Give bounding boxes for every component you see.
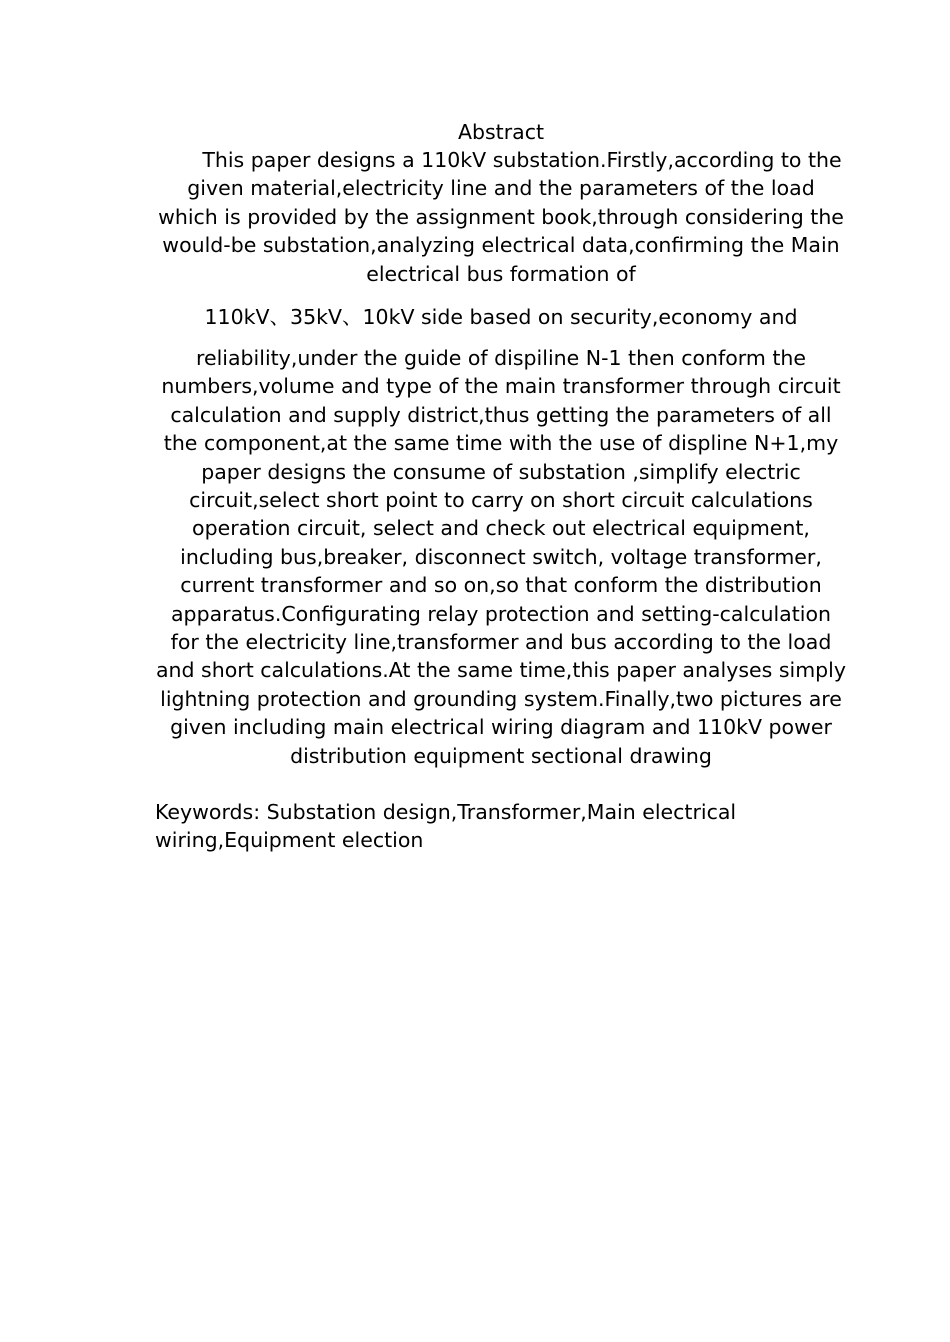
keywords-line: Keywords: Substation design,Transformer,Main electrical wiring,Equipment election bbox=[155, 800, 737, 853]
abstract-paragraph-part1: This paper designs a 110kV substation.Firstly,according to the given material,electricity line and the parameters of the load which is provided by the assignment book,through considering the would-be substation,analyzing electrical data,confirming the Main electrical bus formation of bbox=[158, 148, 844, 286]
abstract-heading: Abstract bbox=[457, 120, 545, 144]
abstract-paragraph-part2: 110kV、35kV、10kV side based on security,economy and bbox=[204, 305, 798, 329]
abstract-paragraph-part3: reliability,under the guide of dispiline N-1 then conform the numbers,volume and type of the main transformer through circuit calculation and supply district,thus getting the parameters of all the component,at the same time with the use of displine N+1,my paper designs the consume of substation ,simplify electric circuit,select short point to carry on short circuit calculations operation circuit, select and check out electrical equipment, including bus,breaker, disconnect switch, voltage transformer, current transformer and so on,so that conform the distribution apparatus.Configurating relay protection and setting-calculation for the electricity line,transformer and bus according to the load and short calculations.At the same time,this paper analyses simply lightning protection and grounding system.Finally,two pictures are given including main electrical wiring diagram and 110kV power distribution equipment sectional drawing bbox=[155, 346, 847, 768]
